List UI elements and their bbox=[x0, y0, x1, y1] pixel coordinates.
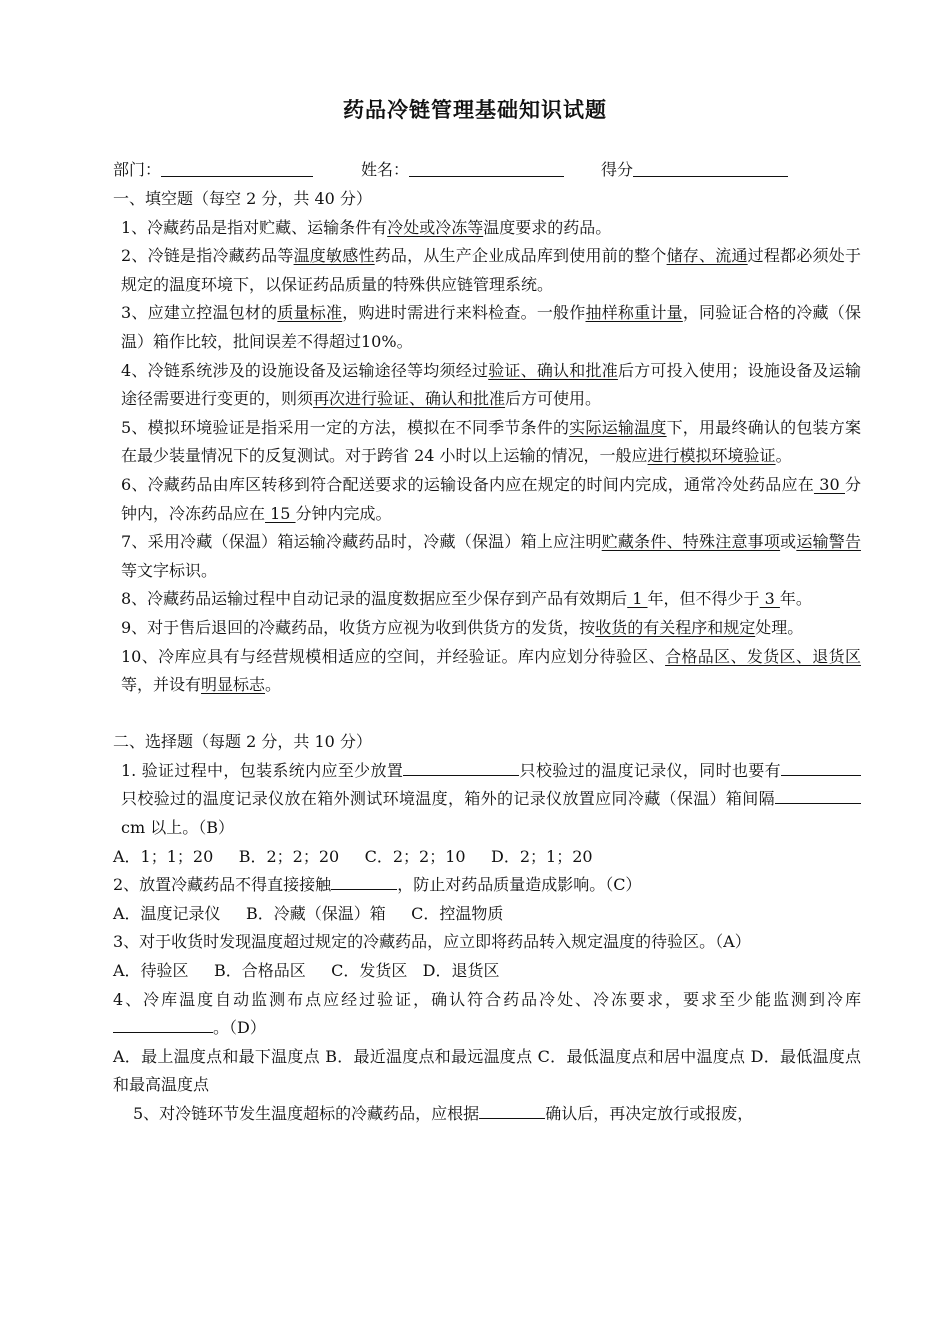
exam-body bbox=[113, 185, 861, 1129]
choice-question-1: 1. 验证过程中，包装系统内应至少放置 只校验过的温度记录仪，同时也要有只校验过的温度记录仪放在箱外测试环境温度，箱外的记录仪放置应同冷藏（保温）箱间隔cm 以上。（B） bbox=[113, 757, 861, 843]
blank-line bbox=[781, 757, 861, 776]
choice-question-4: 4、冷库温度自动监测布点应经过验证，确认符合药品冷处、冷冻要求，要求至少能监测到冷库。（D） bbox=[113, 989, 861, 1038]
answer: 30 bbox=[813, 474, 845, 494]
exam-header bbox=[113, 157, 873, 183]
department-blank bbox=[161, 157, 313, 177]
fill-question-9: 9、对于售后退回的冷藏药品，收货方应视为收到供货方的发货，按收货的有关程序和规定处理。 bbox=[121, 617, 804, 637]
section-1-heading: 一、填空题（每空 2 分，共 40 分） bbox=[113, 189, 372, 208]
answer: 冷处或冷冻等 bbox=[387, 217, 484, 237]
answer: 运输警告 bbox=[796, 532, 861, 552]
answer: 质量标准 bbox=[277, 303, 343, 323]
fill-question-1: 1、冷藏药品是指对贮藏、运输条件有冷处或冷冻等温度要求的药品。 bbox=[121, 217, 612, 237]
fill-question-7: 7、采用冷藏（保温）箱运输冷藏药品时，冷藏（保温）箱上应注明贮藏条件、特殊注意事项或运输警告等文字标识。 bbox=[121, 532, 861, 580]
score-label: 得分 bbox=[601, 160, 634, 179]
answer: 明显标志 bbox=[201, 675, 266, 695]
choice-question-3-options: A．待验区 B．合格品区 C．发货区 D．退货区 bbox=[113, 961, 500, 981]
answer: 1 bbox=[627, 589, 648, 609]
answer: 3 bbox=[759, 589, 780, 609]
fill-question-6: 6、冷藏药品由库区转移到符合配送要求的运输设备内应在规定的时间内完成，通常冷处药品应在 30 分钟内，冷冻药品应在 15 分钟内完成。 bbox=[121, 474, 862, 523]
blank-line bbox=[775, 785, 861, 804]
answer: 收货的有关程序和规定 bbox=[595, 617, 756, 637]
fill-question-8: 8、冷藏药品运输过程中自动记录的温度数据应至少保存到产品有效期后 1 年，但不得少于 3 年。 bbox=[121, 589, 812, 609]
choice-question-5: 5、对冷链环节发生温度超标的冷藏药品，应根据 确认后，再决定放行或报废， bbox=[113, 1100, 861, 1129]
fill-question-10: 10、冷库应具有与经营规模相适应的空间，并经验证。库内应划分待验区、合格品区、发货区、退货区等，并设有明显标志。 bbox=[121, 646, 861, 695]
choice-question-1-options: A．1；1；20 B．2；2；20 C．2；2；10 D．2；1；20 bbox=[113, 846, 593, 866]
choice-question-2: 2、放置冷藏药品不得直接接触 ，防止对药品质量造成影响。（C） bbox=[113, 871, 861, 900]
blank-line bbox=[479, 1100, 545, 1119]
answer: 再次进行验证、确认和批准 bbox=[313, 389, 506, 409]
fill-question-3: 3、应建立控温包材的质量标准，购进时需进行来料检查。一般作抽样称重计量，同验证合格的冷藏（保温）箱作比较，批间误差不得超过10%。 bbox=[121, 303, 861, 351]
answer: 抽样称重计量 bbox=[585, 303, 683, 323]
department-field bbox=[113, 157, 313, 183]
answer: 验证、确认和批准 bbox=[488, 360, 618, 380]
answer: 15 bbox=[265, 503, 296, 523]
name-label: 姓名： bbox=[361, 160, 410, 179]
section-2-heading: 二、选择题（每题 2 分，共 10 分） bbox=[113, 732, 372, 752]
score-blank bbox=[633, 157, 788, 177]
blank-line bbox=[331, 871, 397, 890]
section-gap bbox=[113, 700, 861, 729]
department-label: 部门： bbox=[113, 160, 162, 179]
fill-question-4: 4、冷链系统涉及的设施设备及运输途径等均须经过验证、确认和批准后方可投入使用；设施设备及运输途径需要进行变更的，则须再次进行验证、确认和批准后方可使用。 bbox=[121, 360, 861, 409]
score-field bbox=[601, 157, 788, 183]
fill-question-5: 5、模拟环境验证是指采用一定的方法，模拟在不同季节条件的实际运输温度下，用最终确认的包装方案在最少装量情况下的反复测试。对于跨省 24 小时以上运输的情况，一般应进行模拟环境验证。 bbox=[121, 417, 861, 466]
fill-question-2: 2、冷链是指冷藏药品等温度敏感性药品，从生产企业成品库到使用前的整个储存、流通过程都必须处于规定的温度环境下，以保证药品质量的特殊供应链管理系统。 bbox=[121, 246, 861, 294]
choice-question-4-options: A．最上温度点和最下温度点 B．最近温度点和最远温度点 C．最低温度点和居中温度点 D．最低温度点和最高温度点 bbox=[113, 1046, 861, 1095]
answer: 进行模拟环境验证 bbox=[647, 446, 776, 466]
name-field bbox=[361, 157, 564, 183]
choice-question-3: 3、对于收货时发现温度超过规定的冷藏药品，应立即将药品转入规定温度的待验区。（A） bbox=[113, 932, 751, 952]
blank-line bbox=[113, 1014, 213, 1033]
blank-line bbox=[403, 757, 519, 776]
name-blank bbox=[409, 157, 564, 177]
answer: 储存、流通 bbox=[666, 246, 748, 266]
answer: 合格品区、发货区、退货区 bbox=[665, 646, 861, 666]
answer: 温度敏感性 bbox=[293, 246, 375, 266]
answer: 贮藏条件、特殊注意事项 bbox=[601, 532, 781, 552]
page-title: 药品冷链管理基础知识试题 bbox=[343, 97, 607, 122]
answer: 实际运输温度 bbox=[569, 417, 667, 437]
choice-question-2-options: A．温度记录仪 B．冷藏（保温）箱 C．控温物质 bbox=[113, 903, 504, 923]
